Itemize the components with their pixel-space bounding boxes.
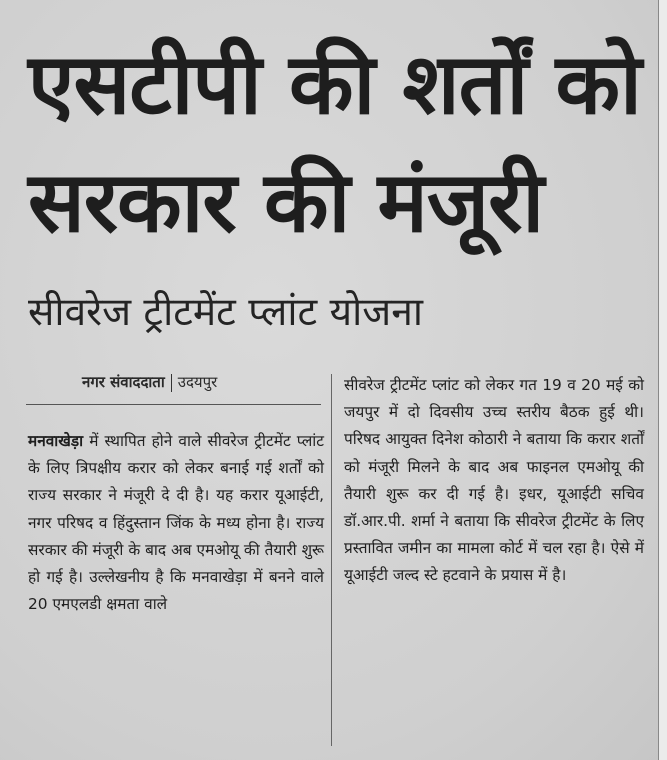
subheadline: सीवरेज ट्रीटमेंट प्लांट योजना <box>28 290 423 335</box>
column-right-text: सीवरेज ट्रीटमेंट प्लांट को लेकर गत 19 व 20 मई को जयपुर में दो दिवसीय उच्च स्तरीय बैठक हुई थी। परिषद आयुक्त दिनेश कोठारी ने बताया कि करार शर्तों को मंजूरी मिलने के बाद अब फाइनल एमओयू की तैयारी शुरू कर दी गई है। इधर, यूआईटी सचिव डॉ.आर.पी. शर्मा ने बताया कि सीवरेज ट्रीटमेंट के लिए प्रस्तावित जमीन का मामला कोर्ट में चल रहा है। ऐसे में यूआईटी जल्द स्टे हटवाने के प्रयास में है। <box>344 376 644 585</box>
byline <box>82 372 217 392</box>
page-edge <box>658 0 667 760</box>
byline-location: उदयपुर <box>177 373 218 391</box>
column-left-text: में स्थापित होने वाले सीवरेज ट्रीटमेंट प्लांट के लिए त्रिपक्षीय करार को लेकर बनाई गई शर्तों को राज्य सरकार ने मंजूरी दे दी है। यह करार यूआईटी, नगर परिषद व हिंदुस्तान जिंक के मध्य होना है। राज्य सरकार की मंजूरी के बाद अब एमओयू की तैयारी शुरू हो गई है। उल्लेखनीय है कि मनवाखेड़ा में बनने वाले 20 एमएलडी क्षमता वाले <box>28 432 324 614</box>
headline-line-2: सरकार की मंजूरी <box>28 153 544 251</box>
byline-separator <box>171 374 172 392</box>
byline-rule <box>26 404 321 405</box>
article-column-left <box>28 428 324 618</box>
article-column-right <box>344 372 644 590</box>
headline-line-1: एसटीपी की शर्तों को <box>28 35 641 133</box>
byline-author: नगर संवाददाता <box>82 373 165 391</box>
lead-word: मनवाखेड़ा <box>28 432 84 450</box>
column-divider <box>331 374 332 746</box>
